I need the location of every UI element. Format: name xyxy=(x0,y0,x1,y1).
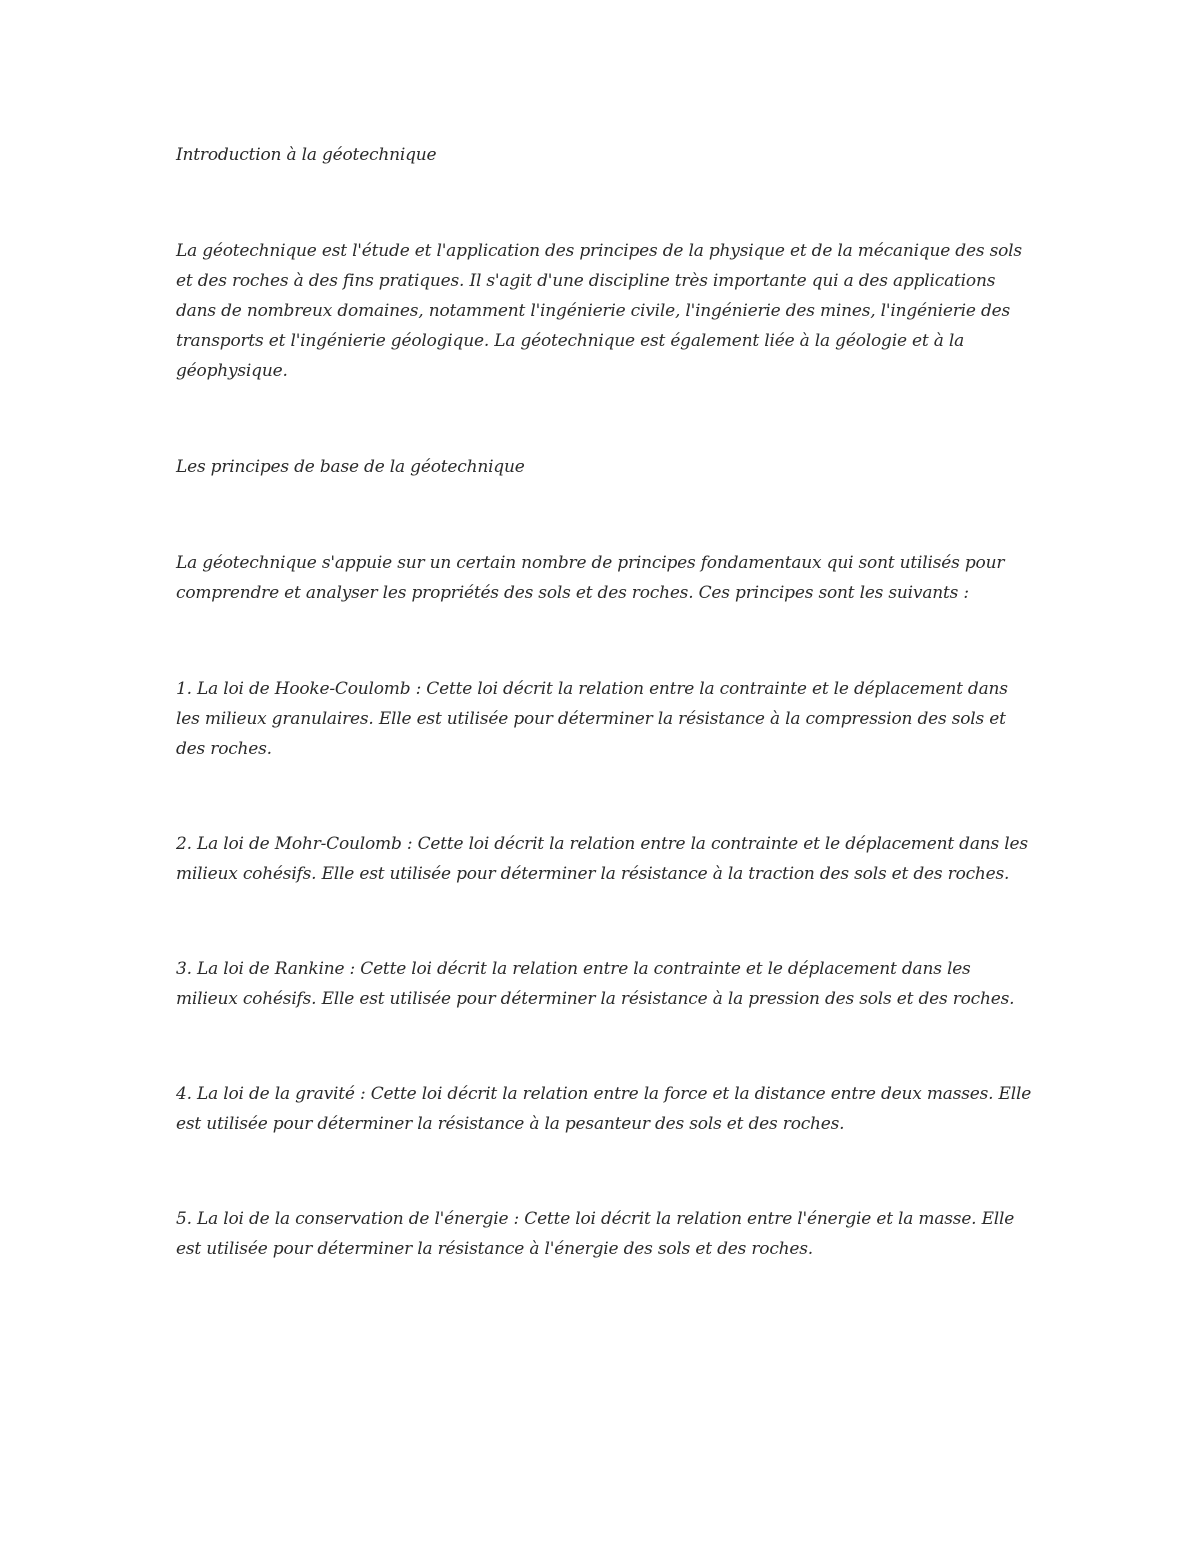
heading-principles: Les principes de base de la géotechnique xyxy=(176,457,525,477)
document-body xyxy=(176,140,1036,1329)
law-item-gravity: 4. La loi de la gravité : Cette loi décrit la relation entre la force et la distance entre deux masses. Elle est utilisée pour déterminer la résistance à la pesanteur des sols et des roches. xyxy=(176,1084,1032,1134)
law-item-hooke-coulomb: 1. La loi de Hooke-Coulomb : Cette loi décrit la relation entre la contrainte et le déplacement dans les milieux granulaires. Elle est utilisée pour déterminer la résistance à la compression des sols et des roches. xyxy=(176,679,1008,759)
paragraph-principles: La géotechnique s'appuie sur un certain nombre de principes fondamentaux qui sont utilisés pour comprendre et analyser les propriétés des sols et des roches. Ces principes sont les suivants : xyxy=(176,553,1005,603)
law-item-mohr-coulomb: 2. La loi de Mohr-Coulomb : Cette loi décrit la relation entre la contrainte et le déplacement dans les milieux cohésifs. Elle est utilisée pour déterminer la résistance à la traction des sols et des roches. xyxy=(176,834,1028,884)
paragraph-introduction: La géotechnique est l'étude et l'application des principes de la physique et de la mécanique des sols et des roches à des fins pratiques. Il s'agit d'une discipline très importante qui a des applications dans de nombreux domaines, notamment l'ingénierie civile, l'ingénierie des mines, l'ingénierie des transports et l'ingénierie géologique. La géotechnique est également liée à la géologie et à la géophysique. xyxy=(176,241,1022,381)
heading-introduction: Introduction à la géotechnique xyxy=(176,145,437,165)
law-item-energy-conservation: 5. La loi de la conservation de l'énergie : Cette loi décrit la relation entre l'énergie et la masse. Elle est utilisée pour déterminer la résistance à l'énergie des sols et des roches. xyxy=(176,1209,1015,1259)
law-item-rankine: 3. La loi de Rankine : Cette loi décrit la relation entre la contrainte et le déplacement dans les milieux cohésifs. Elle est utilisée pour déterminer la résistance à la pression des sols et des roches. xyxy=(176,959,1015,1009)
